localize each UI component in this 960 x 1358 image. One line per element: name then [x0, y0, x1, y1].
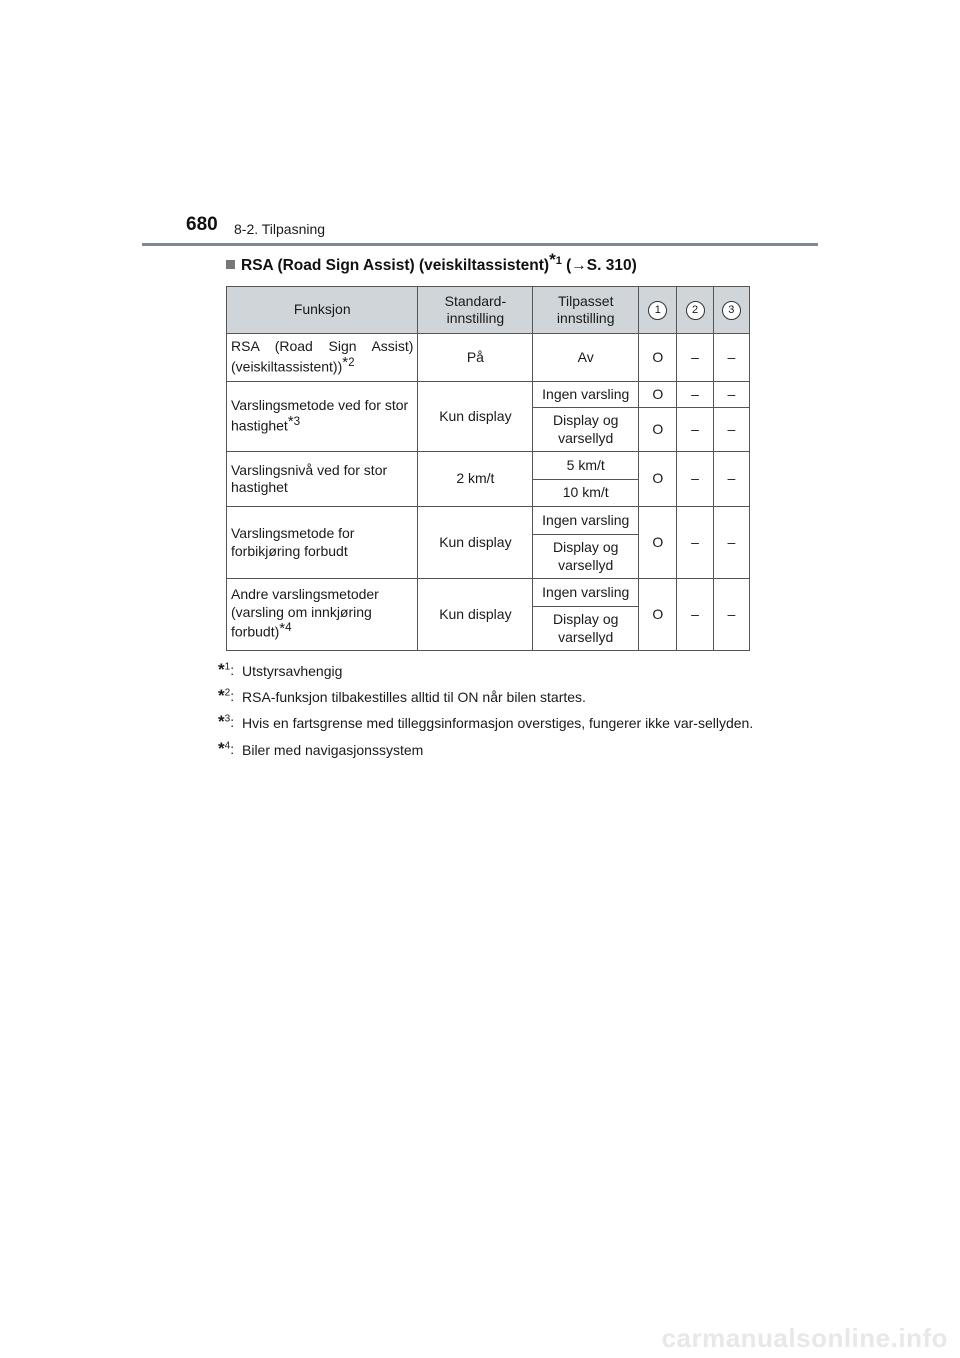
heading-page-ref[interactable]: S. 310 — [586, 257, 632, 275]
default-cell: 2 km/t — [418, 452, 533, 507]
footnote-star-icon: * — [549, 250, 556, 270]
header-default-setting: Standard- innstilling — [418, 287, 533, 334]
col1-cell: O — [639, 579, 677, 651]
col3-cell: – — [713, 507, 749, 579]
default-cell: Kun display — [418, 507, 533, 579]
circled-2-icon: 2 — [686, 301, 705, 320]
footnote-mark: *$^2$: — [218, 686, 235, 706]
col3-cell: – — [713, 408, 749, 452]
footnote-star-icon: * — [218, 738, 225, 758]
col1-cell: O — [639, 334, 677, 382]
footnote-text: Utstyrsavhengig — [242, 663, 343, 679]
footnote-star-icon: * — [279, 619, 286, 637]
col1-cell: O — [639, 408, 677, 452]
col2-cell: – — [677, 334, 713, 382]
circled-3-icon: 3 — [722, 301, 741, 320]
footnote-mark: *$^3$: — [218, 712, 235, 732]
option-cell: Display og varsellyd — [533, 408, 639, 452]
header-divider — [142, 243, 818, 246]
section-label: 8-2. Tilpasning — [234, 221, 326, 237]
col2-cell: – — [677, 507, 713, 579]
col2-cell: – — [677, 382, 713, 408]
watermark: carmanualsonline.info — [661, 1323, 948, 1353]
heading-title: RSA (Road Sign Assist) (veiskiltassistent) — [241, 257, 550, 275]
function-cell: Andre varslingsmetoder (varsling om innkjøring forbudt)*$^4$ — [227, 579, 418, 651]
option-cell: Av — [533, 334, 639, 382]
col2-cell: – — [677, 579, 713, 651]
table-row — [227, 382, 750, 408]
col2-cell: – — [677, 408, 713, 452]
table-row — [227, 507, 750, 535]
footnote-star-icon: * — [218, 660, 225, 679]
footnote-star-icon: * — [218, 686, 225, 706]
page-number: 680 — [186, 214, 218, 235]
option-cell: Ingen varsling — [533, 382, 639, 408]
default-cell: Kun display — [418, 382, 533, 452]
footnote-star-icon: * — [287, 413, 294, 431]
table-row — [227, 452, 750, 480]
heading-footnote-ref: 1 — [555, 255, 562, 267]
header-col-3 — [713, 287, 749, 334]
table-header-row — [227, 287, 750, 334]
default-cell: På — [418, 334, 533, 382]
header-custom-setting: Tilpasset innstilling — [533, 287, 639, 334]
col1-cell: O — [639, 382, 677, 408]
col2-cell: – — [677, 452, 713, 507]
circled-1-icon: 1 — [648, 301, 667, 320]
footnote-star-icon: * — [218, 712, 225, 732]
footnote-text: Hvis en fartsgrense med tilleggsinformasjon overstiges, fungerer ikke var-sellyden. — [242, 715, 754, 732]
col1-cell: O — [639, 507, 677, 579]
function-cell: Varslingsnivå ved for stor hastighet — [227, 452, 418, 507]
col3-cell: – — [713, 452, 749, 507]
col3-cell: – — [713, 334, 749, 382]
col1-cell: O — [639, 452, 677, 507]
header-col-1 — [639, 287, 677, 334]
arrow-right-icon: → — [571, 257, 587, 275]
footnote-star-icon: * — [342, 354, 349, 372]
function-cell: Varslingsmetode for forbikjøring forbudt — [227, 507, 418, 579]
footnote-item — [218, 738, 758, 759]
table-row — [227, 334, 750, 382]
footnote-mark: *$^4$: — [218, 738, 235, 758]
default-cell: Kun display — [418, 579, 533, 651]
option-cell: 10 km/t — [533, 480, 639, 507]
header-function: Funksjon — [227, 287, 418, 334]
header-col-2 — [677, 287, 713, 334]
footnote-item — [218, 662, 758, 680]
footnote-mark: *$^1$: — [218, 660, 235, 679]
col3-cell: – — [713, 579, 749, 651]
option-cell: 5 km/t — [533, 452, 639, 480]
footnote-text: Biler med navigasjonssystem — [242, 741, 424, 758]
table-row — [227, 579, 750, 607]
option-cell: Display og varsellyd — [533, 607, 639, 651]
option-cell: Ingen varsling — [533, 579, 639, 607]
square-bullet-icon — [226, 260, 235, 269]
footnote-text: RSA-funksjon tilbakestilles alltid til ON når bilen startes. — [242, 689, 586, 706]
section-heading: RSA (Road Sign Assist) (veiskiltassistent)*$^1$ (→S. 310) — [226, 255, 637, 275]
settings-table — [226, 286, 750, 651]
footnote-item — [218, 688, 758, 706]
function-cell: Varslingsmetode ved for stor hastighet*$^3$ — [227, 382, 418, 452]
col3-cell: – — [713, 382, 749, 408]
function-cell: RSA (Road Sign Assist) (veiskiltassistent))*$^2$ — [227, 334, 418, 382]
option-cell: Ingen varsling — [533, 507, 639, 535]
footnote-item — [218, 714, 758, 732]
footnotes — [218, 662, 758, 767]
option-cell: Display og varsellyd — [533, 535, 639, 579]
